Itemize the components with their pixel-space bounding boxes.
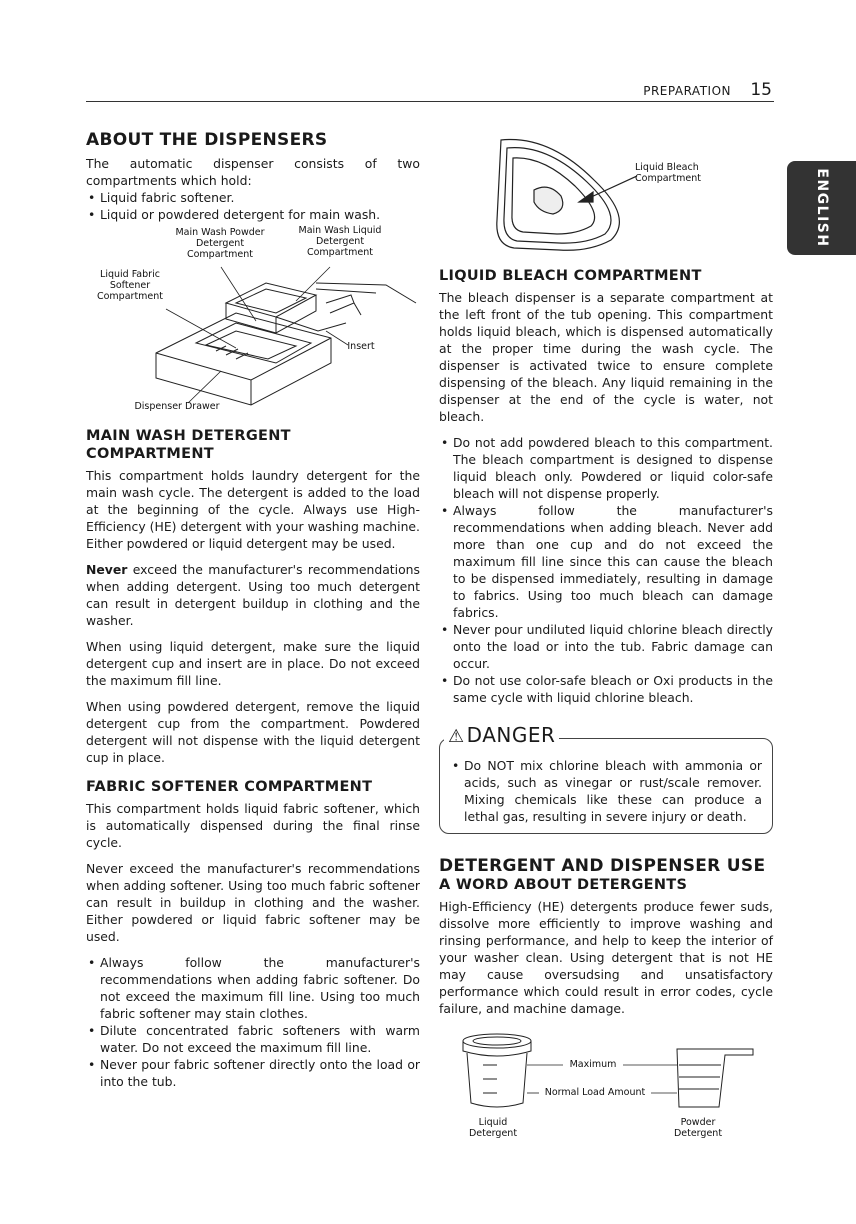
bleach-compartment-drawing bbox=[439, 130, 773, 265]
label-liquid-bleach: Liquid Bleach Compartment bbox=[635, 162, 702, 184]
language-tab-label: ENGLISH bbox=[813, 168, 830, 248]
list-item: • Liquid fabric softener. bbox=[86, 189, 420, 206]
main-wash-title: MAIN WASH DETERGENT COMPARTMENT bbox=[86, 428, 291, 462]
detergent-title: DETERGENT AND DISPENSER USE bbox=[439, 856, 766, 876]
right-column bbox=[439, 130, 773, 1141]
cup-figure bbox=[439, 1031, 773, 1141]
danger-heading bbox=[444, 723, 559, 749]
left-column bbox=[86, 130, 420, 1099]
dispenser-figure bbox=[86, 223, 420, 419]
label-powder-detergent: Powder Detergent bbox=[673, 1117, 723, 1139]
list-item: • Always follow the manufacturer's recommendations when adding bleach. Never add more than one cup and do not exceed the maximum fill line since this can cause the bleach to be dispensed immediately, resulting in damage to fabrics. Using too much bleach can damage fabrics. bbox=[439, 502, 773, 621]
warning-triangle-icon: ⚠ bbox=[448, 726, 465, 747]
list-item: • Never pour fabric softener directly onto the load or into the tub. bbox=[86, 1056, 420, 1090]
label-dispenser-drawer: Dispenser Drawer bbox=[134, 401, 220, 412]
language-tab bbox=[787, 161, 856, 255]
label-normal-load: Normal Load Amount bbox=[544, 1087, 646, 1098]
label-main-wash-powder: Main Wash Powder Detergent Compartment bbox=[175, 227, 265, 260]
list-item: • Dilute concentrated fabric softeners with warm water. Do not exceed the maximum fill line. bbox=[86, 1022, 420, 1056]
bleach-p1: The bleach dispenser is a separate compartment at the left front of the tub opening. This compartment holds liquid bleach, which is dispensed automatically at the proper time during the wash cycle. The dispenser is activated twice to ensure complete dispensing of the bleach. Any liquid remaining in the dispenser at the end of the cycle is water, not bleach. bbox=[439, 290, 773, 424]
detergent-p1: High-Efficiency (HE) detergents produce fewer suds, dissolve more efficiently to improve washing and rinsing performance, and help to keep the interior of your washer clean. Using detergent that is not HE may cause oversudsing and unsatisfactory performance which could result in error codes, cycle failure, and machine damage. bbox=[439, 899, 773, 1016]
fabric-p1: This compartment holds liquid fabric softener, which is automatically dispensed during the final rinse cycle. bbox=[86, 801, 420, 850]
main-wash-p4: When using powdered detergent, remove the liquid detergent cup from the compartment. Powdered detergent will not dispense with the liquid detergent cup in place. bbox=[86, 699, 420, 765]
list-item: • Do not use color-safe bleach or Oxi products in the same cycle with liquid chlorine bleach. bbox=[439, 672, 773, 706]
about-intro: The automatic dispenser consists of two compartments which hold: bbox=[86, 156, 420, 188]
fabric-title: FABRIC SOFTENER COMPARTMENT bbox=[86, 779, 373, 795]
page-number: 15 bbox=[750, 80, 772, 100]
list-item: • Liquid or powdered detergent for main wash. bbox=[86, 206, 420, 223]
fabric-p2: Never exceed the manufacturer's recommendations when adding softener. Using too much fabric softener can result in buildup in clothing and the washer. Either powdered or liquid fabric softener may be used. bbox=[86, 861, 420, 944]
bleach-figure bbox=[439, 130, 773, 265]
list-item: • Do NOT mix chlorine bleach with ammonia or acids, such as vinegar or rust/scale remover. Mixing chemicals like these can produce a lethal gas, resulting in severe injury or death. bbox=[450, 757, 762, 825]
main-wash-p2-text: exceed the manufacturer's recommendations when adding detergent. Using too much detergent can result in detergent buildup in clothing and the washer. bbox=[86, 562, 420, 628]
main-wash-p1: This compartment holds laundry detergent for the main wash cycle. The detergent is added to the load at the beginning of the cycle. Always use High-Efficiency (HE) detergent with your washing machine. Either powdered or liquid detergent may be used. bbox=[86, 468, 420, 551]
page-header bbox=[86, 80, 774, 102]
main-wash-p3: When using liquid detergent, make sure the liquid detergent cup and insert are in place. Do not exceed the maximum fill line. bbox=[86, 639, 420, 688]
list-item: • Do not add powdered bleach to this compartment. The bleach compartment is designed to dispense liquid bleach only. Powdered or liquid color-safe bleach will not dispense properly. bbox=[439, 434, 773, 502]
about-title: ABOUT THE DISPENSERS bbox=[86, 130, 328, 150]
list-item: • Always follow the manufacturer's recommendations when adding fabric softener. Do not exceed the maximum fill line. Using too much fabric softener may stain clothes. bbox=[86, 954, 420, 1022]
danger-list bbox=[450, 757, 762, 825]
about-list bbox=[86, 189, 420, 223]
section-title: PREPARATION bbox=[643, 84, 731, 98]
detergent-subtitle: A WORD ABOUT DETERGENTS bbox=[439, 877, 688, 893]
label-insert: Insert bbox=[347, 341, 375, 352]
bleach-title: LIQUID BLEACH COMPARTMENT bbox=[439, 268, 702, 284]
fabric-list bbox=[86, 954, 420, 1090]
danger-title: DANGER bbox=[466, 723, 556, 747]
bleach-list bbox=[439, 434, 773, 706]
danger-box bbox=[439, 723, 773, 834]
list-item: • Never pour undiluted liquid chlorine bleach directly onto the load or into the tub. Fabric damage can occur. bbox=[439, 621, 773, 672]
never-emphasis: Never bbox=[86, 562, 128, 577]
label-liquid-fabric: Liquid Fabric Softener Compartment bbox=[96, 269, 164, 302]
main-wash-p2 bbox=[86, 561, 420, 629]
label-maximum: Maximum bbox=[569, 1059, 617, 1070]
label-main-wash-liquid: Main Wash Liquid Detergent Compartment bbox=[298, 225, 382, 258]
label-liquid-detergent: Liquid Detergent bbox=[468, 1117, 518, 1139]
